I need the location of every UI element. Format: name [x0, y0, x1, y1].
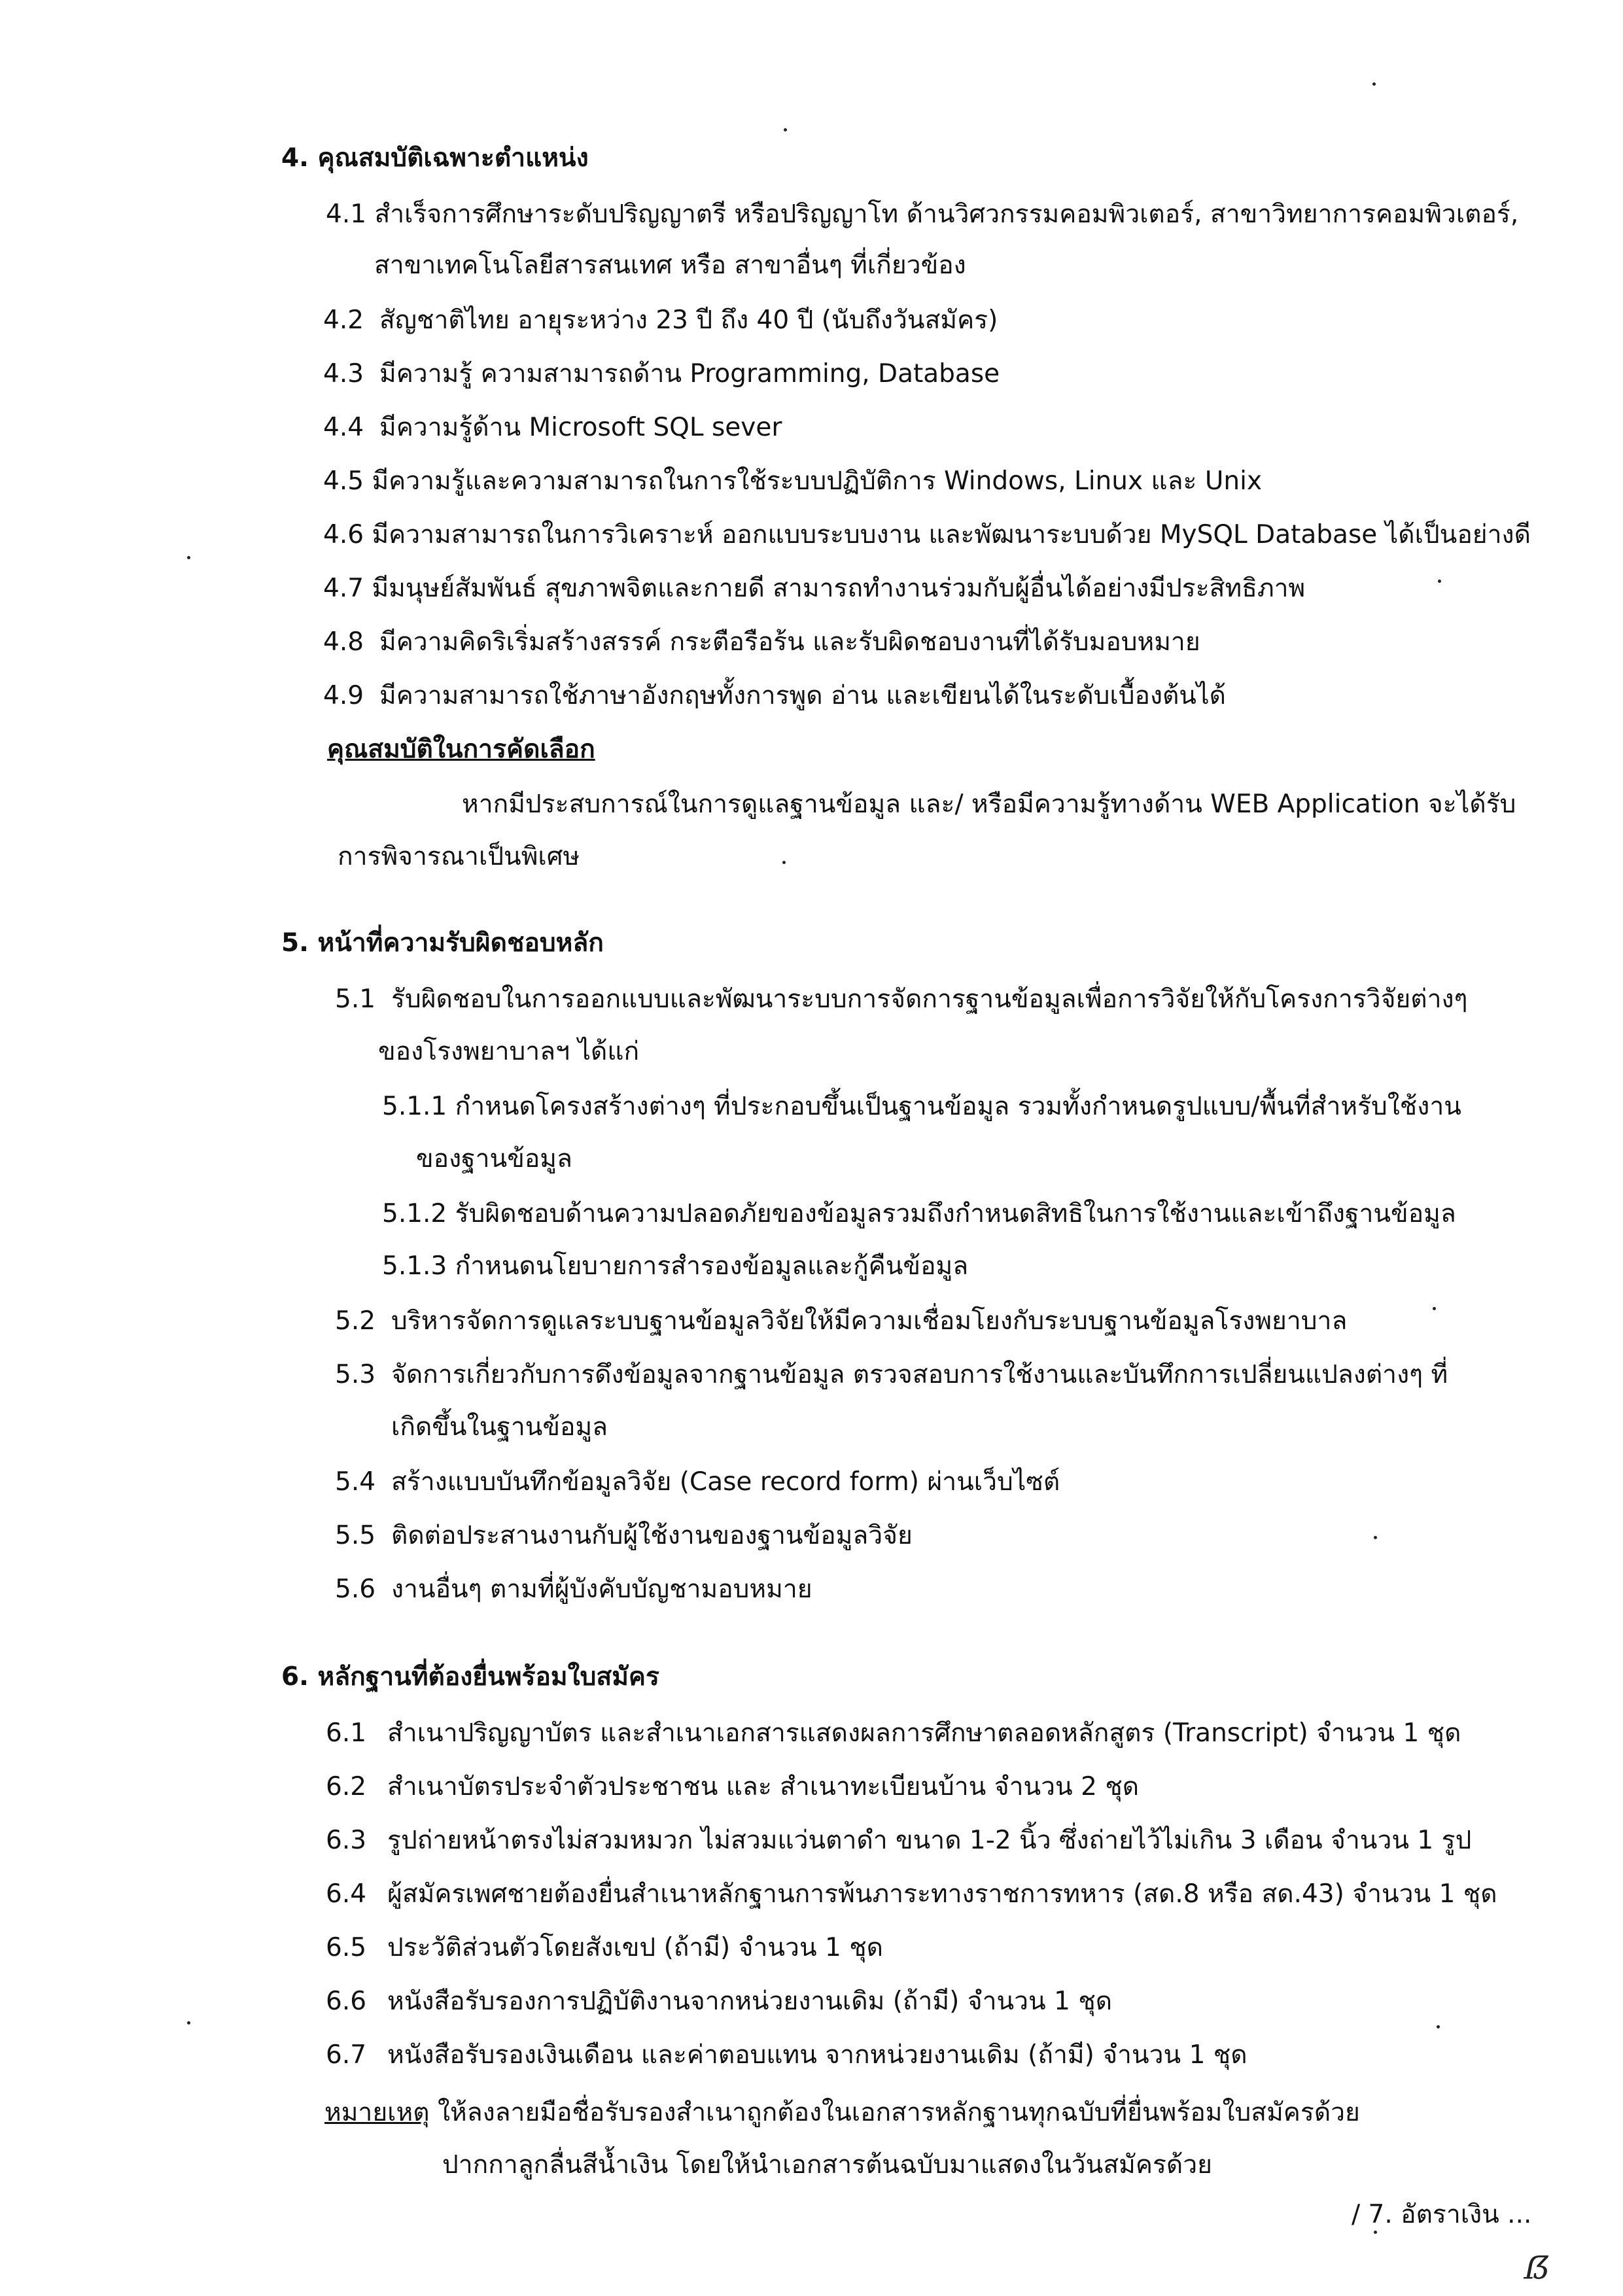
scan-speck: [1437, 2025, 1440, 2028]
item-number: 6.1: [326, 1718, 367, 1748]
list-item: [335, 986, 1468, 1012]
item-number: 5.6: [335, 1574, 376, 1604]
item-number: 4.2: [323, 305, 364, 335]
item-continuation: สาขาเทคโนโลยีสารสนเทศ หรือ สาขาอื่นๆ ที่เกี่ยวข้อง: [374, 251, 966, 280]
list-item: [326, 1935, 883, 1960]
item-number: 6.7: [326, 2040, 367, 2070]
item-text: หนังสือรับรองเงินเดือน และค่าตอบแทน จากหน่วยงานเดิม (ถ้ามี) จำนวน 1 ชุด: [387, 2040, 1248, 2070]
item-text: สัญชาติไทย อายุระหว่าง 23 ปี ถึง 40 ปี (นับถึงวันสมัคร): [379, 305, 998, 335]
page-continuation: / 7. อัตราเงิน ...: [1352, 2200, 1532, 2229]
item-number: 6.4: [326, 1879, 367, 1909]
item-text: มีความสามารถใช้ภาษาอังกฤษทั้งการพูด อ่าน และเขียนได้ในระดับเบื้องต้นได้: [379, 681, 1226, 710]
item-text: สร้างแบบบันทึกข้อมูลวิจัย (Case record form) ผ่านเว็บไซต์: [391, 1467, 1060, 1497]
item-continuation: ของโรงพยาบาลฯ ได้แก่: [378, 1037, 640, 1066]
item-text: รูปถ่ายหน้าตรงไม่สวมหมวก ไม่สวมแว่นตาดำ ขนาด 1-2 นิ้ว ซึ่งถ่ายไว้ไม่เกิน 3 เดือน จำนวน 1 รูป: [387, 1826, 1472, 1855]
item-number: 6.5: [326, 1933, 367, 1962]
list-item: [326, 1774, 1139, 1800]
item-number: 5.1: [335, 984, 376, 1014]
item-text: มีความรู้ ความสามารถด้าน Programming, Database: [379, 359, 1000, 389]
note-text-cont: ปากกาลูกลื่นสีน้ำเงิน โดยให้นำเอกสารต้นฉบับมาแสดงในวันสมัครด้วย: [442, 2150, 1212, 2180]
item-text: จัดการเกี่ยวกับการดึงข้อมูลจากฐานข้อมูล ตรวจสอบการใช้งานและบันทึกการเปลี่ยนแปลงต่างๆ ที่: [391, 1360, 1448, 1389]
scan-speck: [1433, 1307, 1436, 1310]
scan-speck: [782, 861, 786, 864]
sub-list-item: [382, 1201, 1456, 1226]
item-continuation: ของฐานข้อมูล: [416, 1144, 572, 1174]
selection-criteria-heading: คุณสมบัติในการคัดเลือก: [327, 735, 595, 764]
item-number: 4.6: [323, 520, 364, 549]
item-text: กำหนดนโยบายการสำรองข้อมูลและกู้คืนข้อมูล: [455, 1251, 969, 1281]
list-item: [323, 361, 1000, 387]
item-number: 4.8: [323, 627, 364, 657]
list-item: [323, 415, 782, 440]
item-number: 4.9: [323, 681, 364, 710]
item-number: 4.5: [323, 466, 364, 496]
scan-speck: [187, 556, 190, 559]
section-5-heading: 5. หน้าที่ความรับผิดชอบหลัก: [281, 928, 604, 958]
item-text: สำเนาบัตรประจำตัวประชาชน และ สำเนาทะเบียนบ้าน จำนวน 2 ชุด: [387, 1772, 1140, 1801]
item-number: 5.1.1: [382, 1092, 447, 1121]
scan-speck: [1374, 1536, 1377, 1539]
list-item: [335, 1362, 1448, 1387]
list-item: [323, 468, 1262, 494]
list-item: [323, 307, 998, 333]
item-text: สำเร็จการศึกษาระดับปริญญาตรี หรือปริญญาโท ด้านวิศวกรรมคอมพิวเตอร์, สาขาวิทยาการคอมพิวเตอร์,: [374, 200, 1519, 229]
item-text: รับผิดชอบด้านความปลอดภัยของข้อมูลรวมถึงกำหนดสิทธิในการใช้งานและเข้าถึงฐานข้อมูล: [455, 1199, 1456, 1228]
item-text: งานอื่นๆ ตามที่ผู้บังคับบัญชามอบหมาย: [391, 1574, 812, 1604]
note-text: ให้ลงลายมือชื่อรับรองสำเนาถูกต้องในเอกสารหลักฐานทุกฉบับที่ยื่นพร้อมใบสมัครด้วย: [437, 2098, 1360, 2127]
item-number: 6.3: [326, 1826, 367, 1855]
item-text: มีมนุษย์สัมพันธ์ สุขภาพจิตและกายดี สามารถทำงานร่วมกับผู้อื่นได้อย่างมีประสิทธิภาพ: [372, 574, 1306, 603]
list-item: [326, 1989, 1112, 2014]
item-number: 5.3: [335, 1360, 376, 1389]
note: [324, 2100, 1360, 2125]
item-number: 5.4: [335, 1467, 376, 1497]
item-text: ติดต่อประสานงานกับผู้ใช้งานของฐานข้อมูลวิจัย: [391, 1521, 913, 1550]
list-item: [335, 1308, 1347, 1334]
scan-speck: [784, 128, 787, 131]
item-text: สำเนาปริญญาบัตร และสำเนาเอกสารแสดงผลการศึกษาตลอดหลักสูตร (Transcript) จำนวน 1 ชุด: [387, 1718, 1461, 1748]
item-text: มีความรู้และความสามารถในการใช้ระบบปฏิบัติการ Windows, Linux และ Unix: [372, 466, 1263, 496]
item-text: มีความรู้ด้าน Microsoft SQL sever: [379, 413, 782, 442]
item-number: 6.2: [326, 1772, 367, 1801]
list-item: [323, 629, 1200, 655]
item-number: 5.1.2: [382, 1199, 447, 1228]
list-item: [326, 1720, 1461, 1746]
item-text: รับผิดชอบในการออกแบบและพัฒนาระบบการจัดการฐานข้อมูลเพื่อการวิจัยให้กับโครงการวิจัยต่างๆ: [391, 984, 1468, 1014]
list-item: [335, 1576, 812, 1602]
item-text: มีความสามารถในการวิเคราะห์ ออกแบบระบบงาน และพัฒนาระบบด้วย MySQL Database ได้เป็นอย่างดี: [372, 520, 1531, 549]
item-text: ผู้สมัครเพศชายต้องยื่นสำเนาหลักฐานการพ้นภาระทางราชการทหาร (สด.8 หรือ สด.43) จำนวน 1 ชุด: [387, 1879, 1497, 1909]
handwritten-initials-icon: ẞ: [1524, 2250, 1550, 2287]
note-label: หมายเหตุ: [324, 2098, 430, 2127]
sub-list-item: [382, 1253, 968, 1279]
scan-speck: [1372, 82, 1376, 86]
item-number: 4.3: [323, 359, 364, 389]
list-item: [335, 1523, 913, 1548]
list-item: [326, 201, 1518, 227]
item-text: บริหารจัดการดูแลระบบฐานข้อมูลวิจัยให้มีความเชื่อมโยงกับระบบฐานข้อมูลโรงพยาบาล: [391, 1306, 1348, 1336]
selection-criteria-text-cont: การพิจารณาเป็นพิเศษ: [338, 842, 580, 871]
list-item: [323, 683, 1226, 708]
sub-list-item: [382, 1094, 1461, 1119]
scan-speck: [1438, 580, 1441, 583]
section-4-heading: 4. คุณสมบัติเฉพาะตำแหน่ง: [281, 143, 589, 173]
selection-criteria-text: หากมีประสบการณ์ในการดูแลฐานข้อมูล และ/ หรือมีความรู้ทางด้าน WEB Application จะได้รับ: [462, 790, 1516, 819]
item-number: 5.2: [335, 1306, 376, 1336]
item-number: 5.1.3: [382, 1251, 447, 1281]
list-item: [323, 522, 1531, 548]
list-item: [323, 576, 1305, 601]
scan-speck: [187, 2021, 190, 2025]
list-item: [335, 1469, 1060, 1495]
section-6-heading: 6. หลักฐานที่ต้องยื่นพร้อมใบสมัคร: [281, 1662, 659, 1692]
list-item: [326, 1828, 1471, 1853]
item-number: 6.6: [326, 1987, 367, 2016]
item-number: 4.1: [326, 200, 367, 229]
list-item: [326, 2042, 1248, 2068]
item-number: 5.5: [335, 1521, 376, 1550]
scan-speck: [1374, 2231, 1377, 2234]
list-item: [326, 1881, 1497, 1907]
item-text: ประวัติส่วนตัวโดยสังเขป (ถ้ามี) จำนวน 1 ชุด: [387, 1933, 884, 1962]
item-number: 4.7: [323, 574, 364, 603]
item-text: หนังสือรับรองการปฏิบัติงานจากหน่วยงานเดิม (ถ้ามี) จำนวน 1 ชุด: [387, 1987, 1113, 2016]
item-text: มีความคิดริเริ่มสร้างสรรค์ กระตือรือร้น และรับผิดชอบงานที่ได้รับมอบหมาย: [379, 627, 1200, 657]
item-text: กำหนดโครงสร้างต่างๆ ที่ประกอบขึ้นเป็นฐานข้อมูล รวมทั้งกำหนดรูปแบบ/พื้นที่สำหรับใช้งาน: [455, 1092, 1461, 1121]
item-number: 4.4: [323, 413, 364, 442]
item-continuation: เกิดขึ้นในฐานข้อมูล: [391, 1412, 608, 1442]
